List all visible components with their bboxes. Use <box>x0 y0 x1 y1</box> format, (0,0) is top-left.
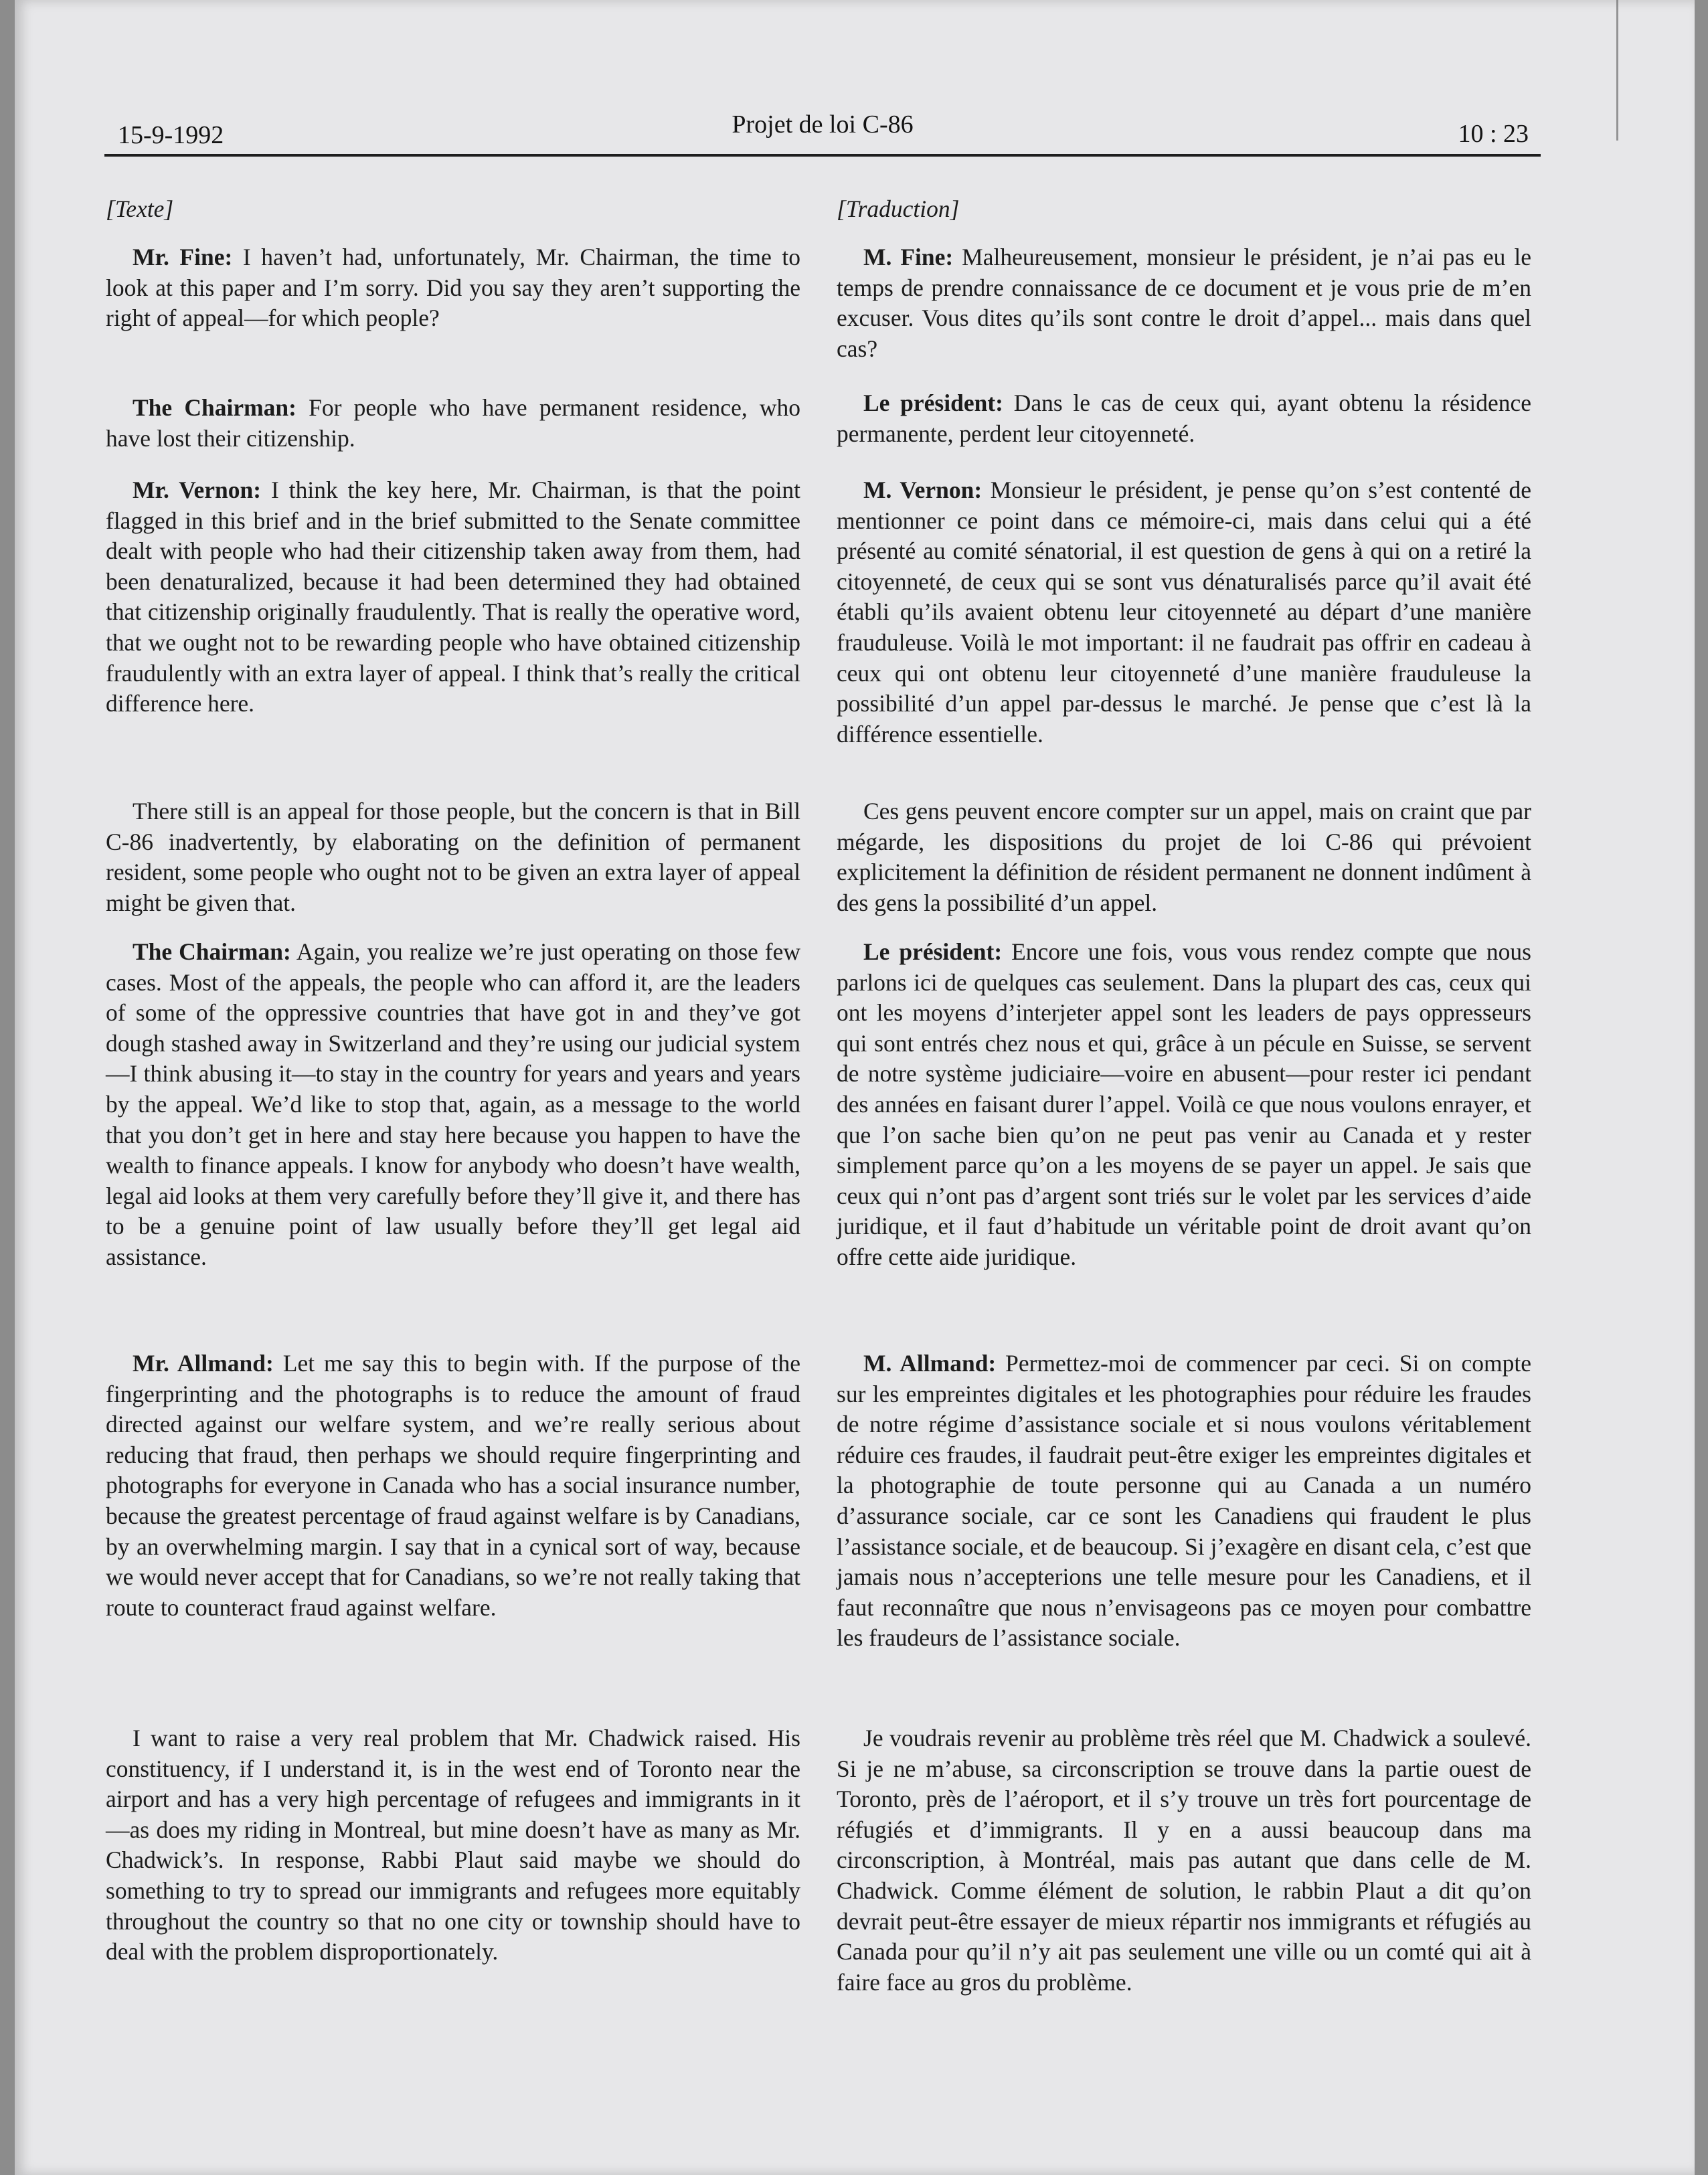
speaker-name: The Chairman: <box>133 394 296 421</box>
speaker-name: Le président: <box>863 389 1003 416</box>
paragraph-text: Permettez-moi de commencer par ceci. Si on compte sur les empreintes digitales et les photographies pour réduire les fraudes de notre régime d’assistance sociale et si nous voulons véritablement réduire ces fraudes, il faudrait peut-être exiger les empreintes digitales et la photographie de toute personne qui au Canada a un numéro d’assurance sociale, car ce sont les Canadiens qui fraudent le plus l’assistance sociale, et de beaucoup. Si j’exagère en disant cela, c’est que jamais nous n’accepterions une telle mesure pour les Canadiens, et il faut reconnaître que nous n’envisageons pas ce moyen pour combattre les fraudeurs de l’assistance sociale. <box>837 1350 1531 1652</box>
paragraph-text: I want to raise a very real problem that Mr. Chadwick raised. His constituency, if I understand it, is in the west end of Toronto near the airport and has a very high percentage of refugees and immigrants in it—as does my riding in Montreal, but mine doesn’t have as many as Mr. Chadwick’s. In response, Rabbi Plaut said maybe we should do something to try to spread our immigrants and refugees more equitably throughout the country so that no one city or township should have to deal with the problem disproportionately. <box>106 1725 800 1966</box>
english-paragraph <box>106 796 800 918</box>
speaker-name: M. Vernon: <box>863 476 983 503</box>
speaker-name: Le président: <box>863 938 1003 965</box>
speaker-name: Mr. Fine: <box>133 244 233 270</box>
speaker-name: M. Allmand: <box>863 1350 997 1377</box>
french-section-label: [Traduction] <box>837 195 960 222</box>
speaker-name: Mr. Allmand: <box>133 1350 274 1377</box>
paragraph-text: Let me say this to begin with. If the purpose of the fingerprinting and the photographs is to reduce the amount of fraud directed against our welfare system, and we’re really serious about reducing that fraud, then perhaps we should require fingerprinting and photographs for everyone in Canada who has a social insurance number, because the greatest percentage of fraud against welfare is by Canadians, by an overwhelming margin. I say that in a cynical sort of way, because we would never accept that for Canadians, so we’re not really taking that route to counteract fraud against welfare. <box>106 1350 800 1621</box>
french-paragraph <box>837 796 1531 918</box>
paragraph-text: For people who have permanent residence, who have lost their citizenship. <box>106 394 800 452</box>
french-paragraph <box>837 388 1531 449</box>
speaker-name: Mr. Vernon: <box>133 476 262 503</box>
english-paragraph <box>106 1348 800 1623</box>
header-title: Projet de loi C-86 <box>732 110 914 139</box>
french-paragraph <box>837 475 1531 750</box>
english-paragraph <box>106 475 800 719</box>
paragraph-text: Malheureusement, monsieur le président, je n’ai pas eu le temps de prendre connaissance de ce document et je vous prie de m’en excuser. Vous dites qu’ils sont contre le droit d’appel... mais dans quel cas? <box>837 244 1531 362</box>
english-paragraph <box>106 393 800 454</box>
header-date: 15-9-1992 <box>118 121 224 149</box>
speaker-name: M. Fine: <box>863 244 954 270</box>
french-paragraph <box>837 1348 1531 1654</box>
speaker-name: The Chairman: <box>133 938 291 965</box>
english-column <box>106 194 801 1966</box>
page-edge-line <box>1616 0 1618 141</box>
english-section-label: [Texte] <box>106 195 174 222</box>
french-paragraph <box>837 937 1531 1273</box>
paragraph-text: There still is an appeal for those people, but the concern is that in Bill C-86 inadvertently, by elaborating on the definition of permanent resident, some people who ought not to be given an extra layer of appeal might be given that. <box>106 798 800 916</box>
paragraph-text: Monsieur le président, je pense qu’on s’est contenté de mentionner ce point dans ce mémoire-ci, mais dans celui qui a été présenté au comité sénatorial, il est question de gens à qui on a retiré la citoyenneté, de ceux qui se sont vus dénaturalisés parce qu’il avait été établi qu’ils avaient obtenu leur citoyenneté au départ d’une manière frauduleuse. Voilà le mot important: il ne faudrait pas offrir en cadeau à ceux qui ont obtenu leur citoyenneté d’une manière frauduleuse la possibilité d’un appel par-dessus le marché. Je pense que c’est là la différence essentielle. <box>837 476 1531 748</box>
paragraph-text: Je voudrais revenir au problème très réel que M. Chadwick a soulevé. Si je ne m’abuse, sa circonscription se trouve dans la partie ouest de Toronto, près de l’aéroport, et il s’y trouve un très fort pourcentage de réfugiés et d’immigrants. Il y en a aussi beaucoup dans ma circonscription, à Montréal, mais pas autant que dans celle de M. Chadwick. Comme élément de solution, le rabbin Plaut a dit qu’on devrait peut-être essayer de mieux répartir nos immigrants et réfugiés au Canada pour qu’il n’y ait pas seulement une ville ou un comté qui ait à faire face au gros du problème. <box>837 1725 1531 1996</box>
document-page <box>15 0 1695 2175</box>
french-paragraph <box>837 1723 1531 1998</box>
paragraph-text: Again, you realize we’re just operating on those few cases. Most of the appeals, the people who can afford it, are the leaders of some of the oppressive countries that have got in and they’ve got dough stashed away in Switzerland and they’re using our judicial system—I think abusing it—to stay in the country for years and years and years by the appeal. We’d like to stop that, again, as a message to the world that you don’t get in here and stay here because you happen to have the wealth to finance appeals. I know for anybody who doesn’t have wealth, legal aid looks at them very carefully before they’ll give it, and there has to be a genuine point of law usually before they’ll get legal aid assistance. <box>106 938 800 1270</box>
paragraph-text: I think the key here, Mr. Chairman, is that the point flagged in this brief and in the brief submitted to the Senate committee dealt with people who had their citizenship taken away from them, had been denaturalized, because it had been determined they had obtained that citizenship originally fraudulently. That is really the operative word, that we ought not to be rewarding people who have obtained citizenship fraudulently with an extra layer of appeal. I think that’s really the critical difference here. <box>106 476 800 717</box>
paragraph-text: Ces gens peuvent encore compter sur un appel, mais on craint que par mégarde, les dispositions du projet de loi C-86 qui prévoient explicitement la définition de résident permanent ne donnent indûment à des gens la possibilité d’un appel. <box>837 798 1531 916</box>
english-paragraph <box>106 242 800 334</box>
english-paragraph <box>106 937 800 1273</box>
paragraph-text: I haven’t had, unfortunately, Mr. Chairman, the time to look at this paper and I’m sorry. Did you say they aren’t supporting the right of appeal—for which people? <box>106 244 801 332</box>
paragraph-text: Encore une fois, vous vous rendez compte que nous parlons ici de quelques cas seulement. Dans la plupart des cas, ceux qui ont les moyens d’interjeter appel sont les leaders de pays oppresseurs qui sont entrés chez nous et qui, grâce à un pécule en Suisse, se servent de notre système judiciaire—voire en abusent—pour rester ici pendant des années en faisant durer l’appel. Voilà ce que nous voulons enrayer, et que l’on sache bien qu’on ne peut pas venir au Canada et y rester simplement parce qu’on a les moyens de se payer un appel. Je sais que ceux qui n’ont pas d’argent sont triés sur le volet par les services d’aide juridique, et il faut d’habitude un véritable point de droit avant qu’on offre cette aide juridique. <box>837 938 1531 1270</box>
french-column <box>837 194 1532 1996</box>
paragraph-text: Dans le cas de ceux qui, ayant obtenu la résidence permanente, perdent leur citoyenneté. <box>837 389 1532 447</box>
header-page-number: 10 : 23 <box>1458 120 1529 148</box>
running-header <box>104 107 1541 157</box>
english-paragraph <box>106 1723 800 1968</box>
french-paragraph <box>837 242 1531 364</box>
